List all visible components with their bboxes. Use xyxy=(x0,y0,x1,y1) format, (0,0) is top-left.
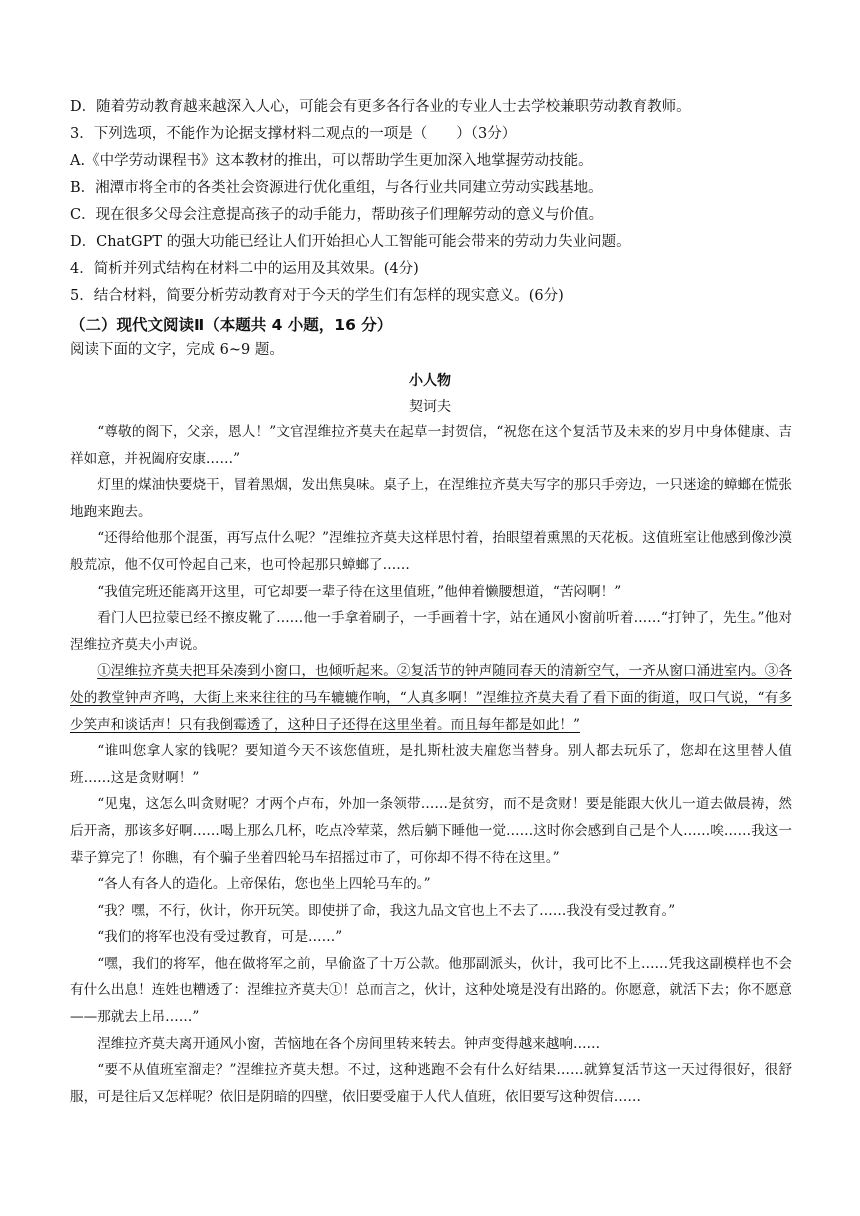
story-title: 小人物 xyxy=(409,373,451,389)
section-heading: （二）现代文阅读Ⅱ（本题共 4 小题，16 分） xyxy=(70,316,393,334)
story-paragraph: “谁叫您拿人家的钱呢？要知道今天不该您值班，是扎斯杜波夫雇您当替身。别人都去玩乐了，您却在这里替人值班……这是贪财啊！” xyxy=(70,743,792,786)
question-2-option-d: D．随着劳动教育越来越深入人心，可能会有更多各行各业的专业人士去学校兼职劳动教育教师。 xyxy=(70,99,691,115)
question-5: 5．结合材料，简要分析劳动教育对于今天的学生们有怎样的现实意义。(6分) xyxy=(70,288,564,304)
story-paragraph: “要不从值班室溜走？”涅维拉齐莫夫想。不过，这种逃跑不会有什么好结果……就算复活节这一天过得很好，很舒服，可是往后又怎样呢？依旧是阴暗的四壁，依旧要受雇于人代人值班，依旧要写这种贺信…… xyxy=(70,1062,792,1105)
story-paragraph: 看门人巴拉蒙已经不擦皮靴了……他一手拿着刷子，一手画着十字，站在通风小窗前听着……“打钟了，先生。”他对涅维拉齐莫夫小声说。 xyxy=(70,610,792,653)
story-paragraph: “各人有各人的造化。上帝保佑，您也坐上四轮马车的。” xyxy=(97,876,431,893)
story-author: 契诃夫 xyxy=(409,399,451,415)
story-paragraph: “还得给他那个混蛋，再写点什么呢？”涅维拉齐莫夫这样思忖着，抬眼望着熏黑的天花板。这值班室让他感到像沙漠般荒凉，他不仅可怜起自己来，也可怜起那只蟑螂了…… xyxy=(70,530,792,573)
story-paragraph: “我？嘿，不行，伙计，你开玩笑。即使拼了命，我这九品文官也上不去了……我没有受过教育。” xyxy=(97,902,676,919)
story-paragraph: “见鬼，这怎么叫贪财呢？才两个卢布，外加一条领带……是贫穷，而不是贪财！要是能跟大伙儿一道去做晨祷，然后开斋，那该多好啊……喝上那么几杯，吃点冷荤菜，然后躺下睡他一觉……这时你会感到自己是个人……唉……我这一辈子算完了！你瞧，有个骗子坐着四轮马车招摇过市了，可你却不得不待在这里。” xyxy=(70,796,792,866)
story-paragraph: 涅维拉齐莫夫离开通风小窗，苦恼地在各个房间里转来转去。钟声变得越来越响…… xyxy=(97,1035,601,1052)
story-paragraph: “嘿，我们的将军，他在做将军之前，早偷盗了十万公款。他那副派头，伙计，我可比不上……凭我这副模样也不会有什么出息！连姓也糟透了：涅维拉齐莫夫①！总而言之，伙计，这种处境是没有出路的。你愿意，就活下去；你不愿意——那就去上吊……” xyxy=(70,955,792,1026)
question-3-option-b: B．湘潭市将全市的各类社会资源进行优化重组，与各行业共同建立劳动实践基地。 xyxy=(70,180,603,196)
story-paragraph: “我们的将军也没有受过教育，可是……” xyxy=(97,929,343,946)
story-paragraph: “我值完班还能离开这里，可它却要一辈子待在这里值班，”他伸着懒腰想道，“苦闷啊！” xyxy=(97,583,622,600)
section-instruction: 阅读下面的文字，完成 6~9 题。 xyxy=(70,342,284,358)
story-body xyxy=(70,419,792,1110)
story-underlined-paragraph: ①涅维拉齐莫夫把耳朵凑到小窗口，也倾听起来。②复活节的钟声随同春天的清新空气，一齐从窗口涌进室内。③各处的教堂钟声齐鸣，大街上来来往往的马车辘辘作响，“人真多啊！”涅维拉齐莫夫看了看下面的街道，叹口气说，“有多少笑声和谈话声！只有我倒霉透了，这种日子还得在这里坐着。而且每年都是如此！” xyxy=(70,663,792,733)
story-paragraph: 灯里的煤油快要烧干，冒着黑烟，发出焦臭味。桌子上，在涅维拉齐莫夫写字的那只手旁边，一只迷途的蟑螂在慌张地跑来跑去。 xyxy=(70,477,792,520)
story-paragraph: “尊敬的阁下，父亲，恩人！”文官涅维拉齐莫夫在起草一封贺信，“祝您在这个复活节及未来的岁月中身体健康、吉祥如意，并祝阖府安康……” xyxy=(70,424,792,467)
question-3-option-d: D．ChatGPT 的强大功能已经让人们开始担心人工智能可能会带来的劳动力失业问题。 xyxy=(70,234,631,250)
question-3-option-c: C．现在很多父母会注意提高孩子的动手能力，帮助孩子们理解劳动的意义与价值。 xyxy=(70,207,604,223)
question-3-stem: 3．下列选项，不能作为论据支撑材料二观点的一项是（ ）（3分） xyxy=(70,126,517,142)
question-3-option-a: A.《中学劳动课程书》这本教材的推出，可以帮助学生更加深入地掌握劳动技能。 xyxy=(70,153,593,169)
question-4: 4．简析并列式结构在材料二中的运用及其效果。(4分) xyxy=(70,261,419,277)
